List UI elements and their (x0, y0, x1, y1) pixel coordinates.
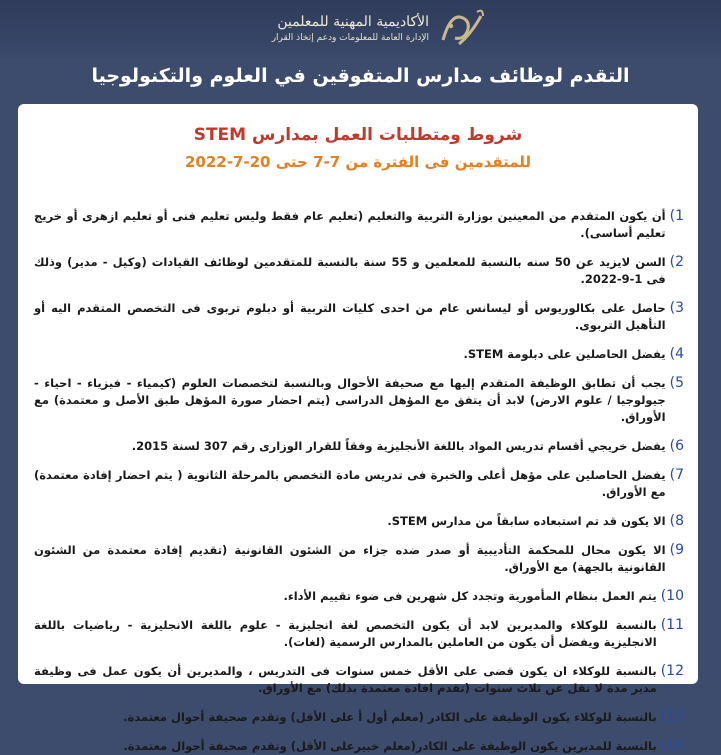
list-item (34, 375, 684, 426)
list-item (34, 663, 684, 697)
requirements-card (18, 104, 698, 754)
item-number: 10) (660, 588, 684, 604)
card-title: شروط ومتطلبات العمل بمدارس STEM (193, 125, 523, 145)
item-text: الا يكون قد تم استبعاده سابقاً من مدارس STEM. (387, 514, 666, 528)
item-number: 14) (660, 738, 684, 754)
requirements-list (34, 208, 684, 755)
item-number: 11) (660, 617, 684, 633)
list-item (34, 254, 684, 288)
item-text: أن يكون المتقدم من المعينين بوزارة التربية والتعليم (تعليم عام فقط وليس تعليم فنى أو تعليم ازهرى أو خريج تعليم أساسى). (34, 209, 666, 240)
list-item (34, 346, 684, 363)
list-item (34, 208, 684, 242)
logo-text (272, 12, 429, 45)
item-text: يفضل الحاصلين على مؤهل أعلى والخبرة فى تدريس مادة التخصص بالمرحلة الثانوية ( يتم احضار إفادة معتمدة) مع الأوراق. (34, 468, 666, 499)
item-number: 9) (669, 542, 684, 558)
list-item (34, 438, 684, 455)
item-text: يجب أن تطابق الوظيفة المتقدم إليها مع صحيفة الأحوال وبالنسبة لتخصصات العلوم (كيمياء - فيزياء - احياء - جيولوجيا / علوم الارض) لابد أن يتفق مع المؤهل الدراسى (يتم احضار صورة المؤهل طبق الأصل و معتمدة) مع الأوراق. (34, 376, 666, 424)
academy-logo[interactable] (257, 3, 487, 53)
item-text: يفضل الحاصلين على دبلومة STEM. (463, 347, 666, 361)
list-item (34, 542, 684, 576)
item-text: يتم العمل بنظام المأمورية وتجدد كل شهرين فى ضوء تقييم الأداء. (283, 589, 657, 603)
item-text: الا يكون محال للمحكمة التأديبية أو صدر ضده جزاء من الشئون القانونية (تقديم إفادة معتمدة من الشئون القانونية بالجهة) مع الأوراق. (34, 543, 666, 574)
list-item (34, 709, 684, 726)
list-item (34, 738, 684, 755)
item-text: يفضل خريجي أقسام تدريس المواد باللغة الأنجليزية وفقاً للقرار الوزارى رقم 307 لسنة 2015. (131, 439, 666, 453)
page-banner-title: التقدم لوظائف مدارس المتفوقين في العلوم والتكنولوجيا (91, 65, 630, 87)
item-text: حاصل على بكالوريوس أو ليسانس عام من احدى كليات التربية أو دبلوم تربوى فى التخصص المتقدم اليه أو التأهيل التربوى. (34, 301, 666, 332)
list-item (34, 588, 684, 605)
item-text: بالنسبة للوكلاء والمديرين لابد أن يكون التخصص لغة انجليزية - علوم باللغة الانجليزية - رياضيات باللغة الانجليزية ويفضل أن يكون من العاملين بالمدارس الرسمية (لغات). (34, 618, 657, 649)
item-number: 1) (669, 208, 684, 224)
card-subtitle: للمتقدمين فى الفترة من 7-7 حتى 20-7-2022 (184, 153, 532, 171)
site-header (0, 0, 721, 58)
item-number: 4) (669, 346, 684, 362)
item-number: 5) (669, 375, 684, 391)
list-item (34, 300, 684, 334)
item-number: 2) (669, 254, 684, 270)
logo-line1: الأكاديمية المهنية للمعلمين (277, 13, 429, 30)
item-text: بالنسبة للوكلاء ان يكون قضى على الأقل خمس سنوات فى التدريس ، والمديرين أن يكون عمل فى وظيفة مدير مدة لا تقل عن ثلاث سنوات (تقدم افادة معتمدة بذلك) مع الأوراق. (34, 664, 657, 695)
item-text: بالنسبة للوكلاء يكون الوظيفة على الكادر (معلم أول أ على الأقل) وتقدم صحيفة أحوال معتمدة. (123, 710, 657, 724)
item-number: 7) (669, 467, 684, 483)
list-item (34, 617, 684, 651)
logo-line2: الإدارة العامة للمعلومات ودعم إتخاذ القرار (271, 32, 429, 43)
item-number: 13) (660, 709, 684, 725)
item-number: 8) (669, 513, 684, 529)
list-item (34, 467, 684, 501)
item-text: السن لايزيد عن 50 سنه بالنسبة للمعلمين و 55 سنة بالنسبة للمتقدمين لوظائف القيادات (وكيل - مدير) وذلك فى 1-9-2022. (34, 255, 666, 286)
academy-logo-icon (437, 4, 487, 52)
item-number: 3) (669, 300, 684, 316)
list-item (34, 513, 684, 530)
item-number: 12) (660, 663, 684, 679)
item-number: 6) (669, 438, 684, 454)
item-text: بالنسبة للمديرين يكون الوظيفة على الكادر(معلم خبيرعلى الأقل) وتقدم صحيفة أحوال معتمدة. (123, 739, 657, 753)
